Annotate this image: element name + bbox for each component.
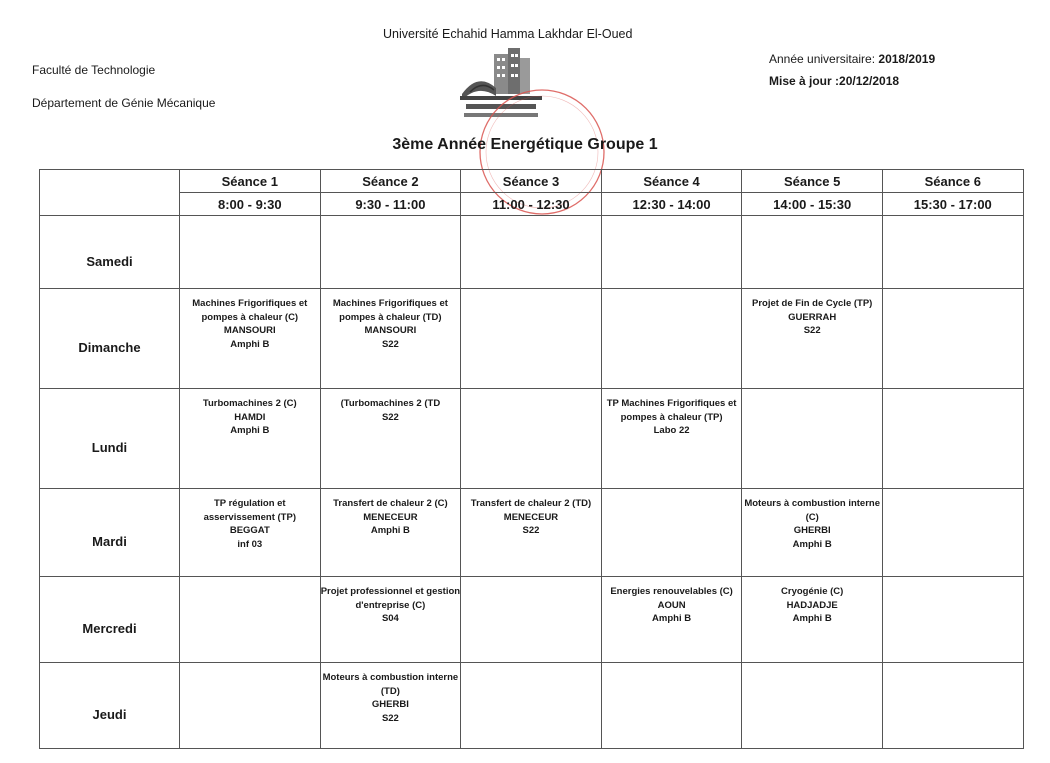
session-header-row — [40, 170, 1024, 193]
course-detail: Amphi B — [792, 538, 832, 550]
course-detail: S22 — [381, 411, 399, 423]
schedule-cell — [882, 216, 1023, 289]
course-detail: inf 03 — [237, 538, 263, 550]
schedule-cell — [461, 216, 602, 289]
day-row — [40, 577, 1024, 663]
schedule-cell — [320, 663, 461, 749]
schedule-cell — [742, 489, 883, 577]
course-detail: MANSOURI — [364, 325, 417, 336]
schedule-cell — [180, 389, 321, 489]
university-logo-icon — [456, 44, 546, 128]
course-name: Turbomachines 2 (C) — [202, 398, 297, 409]
schedule-cell — [320, 489, 461, 577]
course-detail: Amphi B — [652, 613, 692, 624]
schedule-cell — [601, 663, 742, 749]
course-detail: HADJADJE — [786, 599, 838, 611]
course-detail: S22 — [522, 525, 540, 536]
day-name: Mardi — [40, 489, 180, 577]
day-row — [40, 663, 1024, 749]
schedule-cell — [320, 389, 461, 489]
course-name: TP régulation et asservissement (TP) — [203, 498, 296, 523]
schedule-cell — [742, 389, 883, 489]
day-name: Jeudi — [40, 663, 180, 749]
day-row — [40, 489, 1024, 577]
session-header: Séance 3 — [461, 170, 602, 193]
course-name: TP Machines Frigorifiques et pompes à chaleur (TP) — [606, 398, 737, 423]
day-name: Dimanche — [40, 289, 180, 389]
schedule-cell — [320, 577, 461, 663]
update-date: Mise à jour :20/12/2018 — [769, 74, 900, 88]
course-name: Moteurs à combustion interne (TD) — [322, 672, 459, 697]
session-header: Séance 2 — [320, 170, 461, 193]
schedule-cell — [882, 489, 1023, 577]
department-name: Département de Génie Mécanique — [32, 96, 216, 110]
schedule-cell — [601, 389, 742, 489]
course-detail: Amphi B — [230, 425, 270, 436]
schedule-cell — [882, 389, 1023, 489]
academic-year-value: 2018/2019 — [878, 52, 936, 66]
session-header: Séance 4 — [601, 170, 742, 193]
schedule-cell — [742, 216, 883, 289]
schedule-cell — [461, 289, 602, 389]
course-name: Transfert de chaleur 2 (C) — [333, 498, 448, 509]
course-detail: S22 — [381, 338, 399, 350]
time-slot-header: 14:00 - 15:30 — [742, 193, 883, 216]
schedule-cell — [320, 216, 461, 289]
day-name: Lundi — [40, 389, 180, 489]
schedule-cell — [742, 289, 883, 389]
course-detail: GHERBI — [793, 525, 831, 536]
day-row — [40, 289, 1024, 389]
course-detail: MENECEUR — [503, 511, 559, 523]
schedule-cell — [601, 289, 742, 389]
course-detail: GUERRAH — [788, 311, 837, 323]
course-name: Moteurs à combustion interne (C) — [744, 498, 880, 523]
schedule-cell — [882, 663, 1023, 749]
course-detail: Labo 22 — [653, 425, 690, 436]
academic-year — [769, 52, 935, 66]
time-slot-header: 9:30 - 11:00 — [320, 193, 461, 216]
schedule-cell — [461, 389, 602, 489]
schedule-cell — [742, 663, 883, 749]
faculty-name: Faculté de Technologie — [32, 63, 156, 77]
schedule-cell — [180, 289, 321, 389]
day-row — [40, 216, 1024, 289]
time-header-row — [40, 193, 1024, 216]
schedule-cell — [882, 577, 1023, 663]
time-slot-header: 15:30 - 17:00 — [882, 193, 1023, 216]
course-detail: S22 — [381, 712, 399, 724]
schedule-cell — [180, 577, 321, 663]
time-slot-header: 11:00 - 12:30 — [461, 193, 602, 216]
schedule-cell — [180, 216, 321, 289]
session-header: Séance 5 — [742, 170, 883, 193]
course-name: (Turbomachines 2 (TD — [340, 398, 441, 409]
course-name: Projet de Fin de Cycle (TP) — [751, 298, 873, 309]
schedule-cell — [601, 489, 742, 577]
course-detail: BEGGAT — [229, 525, 270, 536]
course-detail: Amphi B — [370, 525, 410, 536]
course-detail: S22 — [803, 325, 821, 336]
course-name: Transfert de chaleur 2 (TD) — [470, 498, 592, 509]
corner-cell — [40, 193, 180, 216]
course-detail: GHERBI — [371, 699, 409, 710]
schedule-cell — [742, 577, 883, 663]
schedule-cell — [882, 289, 1023, 389]
course-name: Cryogénie (C) — [781, 586, 844, 597]
time-slot-header: 12:30 - 14:00 — [601, 193, 742, 216]
session-header: Séance 6 — [882, 170, 1023, 193]
day-row — [40, 389, 1024, 489]
day-name: Mercredi — [40, 577, 180, 663]
course-detail: MANSOURI — [223, 325, 276, 336]
course-detail: S04 — [381, 613, 399, 624]
course-name: Energies renouvelables (C) — [610, 586, 733, 597]
schedule-cell — [180, 663, 321, 749]
schedule-cell — [601, 216, 742, 289]
schedule-cell — [461, 489, 602, 577]
course-name: Projet professionnel et gestion d'entreprise (C) — [320, 586, 461, 611]
university-name: Université Echahid Hamma Lakhdar El-Oued — [383, 27, 633, 41]
course-detail: MENECEUR — [363, 511, 418, 523]
course-name: Machines Frigorifiques et pompes à chaleur (TD) — [332, 298, 448, 323]
schedule-cell — [601, 577, 742, 663]
academic-year-label: Année universitaire: — [769, 52, 879, 66]
schedule-cell — [180, 489, 321, 577]
page-title: 3ème Année Energétique Groupe 1 — [392, 136, 658, 153]
course-detail: Amphi B — [792, 613, 832, 624]
course-detail: AOUN — [657, 599, 686, 611]
course-name: Machines Frigorifiques et pompes à chaleur (C) — [192, 298, 308, 323]
session-header: Séance 1 — [180, 170, 321, 193]
course-detail: HAMDI — [234, 411, 266, 423]
time-slot-header: 8:00 - 9:30 — [180, 193, 321, 216]
schedule-cell — [461, 577, 602, 663]
day-name: Samedi — [40, 216, 180, 289]
course-detail: Amphi B — [230, 338, 270, 350]
corner-cell — [40, 170, 180, 193]
schedule-cell — [461, 663, 602, 749]
schedule-table — [39, 169, 1024, 749]
schedule-cell — [320, 289, 461, 389]
